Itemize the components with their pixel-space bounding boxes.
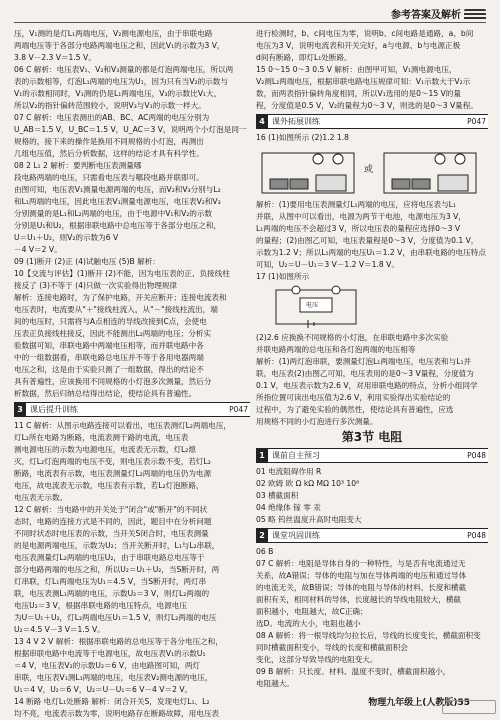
- text-line: U₂＝4.5 V－3 V＝1.5 V。: [14, 625, 105, 634]
- right-lines-3: [256, 332, 488, 427]
- text-line: 06 B: [256, 547, 274, 556]
- text-line: V₁的示数相同时，V₁测的仍是L₁两端电压，V₃的示数比V₁大，: [14, 89, 222, 98]
- text-line: 规格的，接下来的操作是换用不同规格的小灯泡，再测出: [14, 137, 204, 146]
- text-line: 12 C 解析：当电路中的开关处于"闭合"或"断开"的不同状: [14, 505, 208, 514]
- band-number: 4: [256, 115, 268, 128]
- text-line: 3.8 V－2.3 V＝1.5 V。: [14, 53, 96, 62]
- text-line: 关系，故A错误；导体的电阻与加在导体两端的电压和通过导体: [256, 571, 467, 580]
- band-page: P048: [467, 531, 486, 540]
- band-number: 3: [14, 403, 26, 416]
- text-line: 测电源电压的示数为电源电压，电流表无示数，灯L₂熄: [14, 445, 196, 454]
- text-line: 根据串联电路中电流等于电源电压，故电压表V₁的示数U₁: [14, 649, 206, 658]
- section-band: [14, 402, 250, 417]
- text-line: 灭，灯L₂灯泡两端的电压不变，则电压表示数不变，若灯L₂: [14, 457, 211, 466]
- text-line: 并联电路两端的总电压和各灯泡两端的电压相等: [256, 345, 416, 354]
- text-line: 电压表测量灯L₂两端的电压U₂，由于串联电路总电压等于: [14, 553, 205, 562]
- text-line: 电压，故电流表无示数，电压表有示数，若L₂灯泡断路，: [14, 481, 204, 490]
- text-line: 析数据，然后归纳总结得出结论，使结论具有普遍性。: [14, 389, 197, 398]
- text-line: 的量程；(2)由图乙可知，电压表量程是0～3 V，分度值为0.1 V，: [256, 236, 479, 245]
- text-line: 中的一组数据看，串联电路总电压并不等于各用电器两端: [14, 353, 204, 362]
- consolidation-answers: [256, 546, 488, 689]
- text-line: 分别是U₁和U₂，根据串联电路中总电压等于各部分电压之和，: [14, 221, 222, 230]
- book-icon: [464, 9, 486, 21]
- text-line: 间的电压时，只需将与A点相连的导线改接到C点，会使电: [14, 317, 207, 326]
- section-band: [256, 448, 488, 463]
- band-title: 课后提升训练: [30, 405, 78, 414]
- text-line: 03 横截面积: [256, 491, 299, 500]
- text-line: 电压表无示数。: [14, 493, 68, 502]
- text-line: 0.1 V，电压表示数为2.6 V，对用串联电路的特点，分析小组同学: [256, 381, 478, 390]
- text-line: 和L₁两端的电压，因此电压表V₁测量电源电压，电压表V₂和V₃: [14, 197, 221, 206]
- text-line: 均不亮，电流表示数为零，说明电路存在断路故障，用电压表: [14, 709, 220, 718]
- text-line: 08 A 解析：将一根导线均匀拉长后，导线的长度变长，横截面积变: [256, 631, 481, 640]
- text-line: 示数为1.2 V；所以L₁两端的电压U₁＝1.2 V，由串联电路的电压特点: [256, 248, 486, 257]
- text-line: U_AB＝1.5 V，U_BC＝1.5 V，U_AC＝3 V，说明两个小灯泡是同一: [14, 125, 247, 134]
- text-line: 验数据可知，串联电路中两端电压相等，而并联电路中各: [14, 341, 204, 350]
- text-line: 表的示数相等，灯泡L₁两端的电压为U₁，因为只有当V₂的示数与: [14, 77, 228, 86]
- or-label: 或: [364, 165, 374, 175]
- text-line: 同时横截面积变小，导线的长度和横截面积会: [256, 643, 408, 652]
- left-lines-1: [14, 28, 250, 399]
- text-line: 08 2 L₁ 2 解析：要判断电压表测量哪: [14, 161, 142, 170]
- text-line: ＝4 V，电压表V₂的示数U₂＝6 V，由电路图可知，两灯: [14, 661, 201, 670]
- band-page: P047: [229, 405, 248, 414]
- text-line: 压，V₁测的是灯L₁两端电压，V₂测电源电压，由于串联电路: [14, 29, 213, 38]
- left-lines-2: [14, 420, 250, 719]
- band-title: 课外拓展训练: [272, 117, 320, 126]
- text-line: 变化，这部分导致导线的电阻变大。: [256, 655, 378, 664]
- text-line: 数，而两表指针偏转角度相同，所以V₁选用的是0～15 V的量: [256, 89, 461, 98]
- text-line: 01 电流阻碍作用 R: [256, 467, 322, 476]
- text-line: 两端电压等于各部分电路两端电压之和，因此V₁的示数为3 V，: [14, 41, 225, 50]
- text-line: 解析：连接电路时，为了保护电路，开关应断开；连接电流表和: [14, 293, 227, 302]
- text-line: 07 C 解析：电压表测出的AB、BC、AC两端的电压分别为: [14, 113, 210, 122]
- text-line: 具有普遍性，应该换用不同规格的小灯泡多次测量，然后分: [14, 377, 212, 386]
- text-line: 09 B 解析：只长度、材料、温度不变时，横截面积越小，: [256, 667, 451, 676]
- text-line: d间有断路，即灯L₁处断路。: [256, 53, 352, 62]
- text-line: －4 V＝2 V。: [14, 245, 62, 254]
- text-line: 解析：(1)两灯泡串联，要测量灯泡L₁两端电压，电压表和与L₁并: [256, 357, 472, 366]
- text-line: 断路，电流表有示数，电压表测量灯L₂两端的电压仍为电源: [14, 469, 212, 478]
- text-line: L₁两端的电压不会超过3 V，所以电压表的量程应选择0～3 V: [256, 224, 461, 233]
- text-line: 为U＝U₁＋U₂，灯L₂两端电压U₁＝1.5 V，则灯L₂两端的电压: [14, 613, 217, 622]
- text-line: 04 绝缘体 镓 零 汞: [256, 503, 321, 512]
- text-line: 分别测量的是L₁和L₂两端的电压，由于电源中V₁和V₂的示数: [14, 209, 213, 218]
- text-line: 06 C 解析：电压表V₁、V₂和V₃测量的都是灯泡两端电压，所以两: [14, 65, 234, 74]
- page-footer: 物理九年级上(人教版)55: [368, 698, 470, 708]
- text-line: 选D。电流的大小，电阻也越小: [256, 619, 361, 628]
- text-line: 程，分度值是0.5 V，V₂的量程为0～3 V，则选的是0～3 V量程。: [256, 101, 478, 110]
- text-line: 面积越小，电阻越大，故C正确；: [256, 607, 368, 616]
- text-line: 13 4 V 2 V 解析：根据串联电路的总电压等于各分电压之和，: [14, 637, 223, 646]
- section-band: [256, 528, 488, 543]
- text-line: 02 欧姆 欧 Ω kΩ MΩ 10³ 10⁶: [256, 479, 360, 488]
- text-line: 09 (1)断开 (2)正 (4)试触电压 (5)B 解析：: [14, 257, 160, 266]
- text-line: 可知，U₂＝U－U₁＝3 V－1.2 V＝1.8 V。: [256, 260, 399, 269]
- text-line: 灯L₂所在电路为断路，电流表测干路的电流，电压表: [14, 433, 189, 442]
- text-line: 07 C 解析：电阻是导体自身的一种特性，与是否有电流通过无: [256, 559, 466, 568]
- text-line: 05 略 钨丝温度升高时电阻变大: [256, 515, 362, 524]
- text-line: 进行检测时，b、c间电压为零，说明b、c间电路是通路，a、b间: [256, 29, 474, 38]
- watermark-logo: [442, 700, 496, 714]
- text-line: V₂测L₂两端电压，根据串联电路电压规律可知：V₁示数大于V₂示: [256, 77, 471, 86]
- text-line: 串联，电压表V₁测L₁两端的电压，电压表V₂测电源的电压，: [14, 673, 213, 682]
- text-line: 17 (1)如图所示: [256, 272, 310, 281]
- page-header: [391, 6, 486, 21]
- voltmeter-label: 电压: [306, 302, 319, 309]
- text-line: 解析：(1)要用电压表测量灯L₁两端的电压，应将电压表与L₁: [256, 200, 456, 209]
- band-number: 1: [256, 449, 268, 462]
- circuit-figure-17: [256, 284, 488, 330]
- text-line: 并联，从图中可以看出，电源为两节干电池，电源电压为3 V，: [256, 212, 466, 221]
- band-number: 2: [256, 529, 268, 542]
- text-line: 压表正负接线柱接反，因此不能测出L₂两端的电压；分析实: [14, 329, 212, 338]
- text-line: 几组电压值，然后分析数据，这样的结论才具有科学性。: [14, 149, 204, 158]
- text-line: U＝U₁＋U₂，则V₂的示数为6 V: [14, 233, 119, 242]
- band-page: P048: [467, 451, 486, 460]
- text-line: 面积有关，相同材料的导体，长度越长的导线电阻较大，横截: [256, 595, 462, 604]
- band-title: 课前自主预习: [272, 451, 320, 460]
- text-line: 10【交流与评估】(1)断开 (2)不能，因为电压表的正、负接线柱: [14, 269, 230, 278]
- text-line: 由图可知，电压表V₁测量电源两端的电压，而V₂和V₃分别与L₂: [14, 185, 221, 194]
- text-line: (2)2.6 应换换不同规格的小灯泡，在串联电路中多次实验: [256, 333, 449, 342]
- text-line: 电压为3 V，说明电流表和开关完好，a与电源、b与电源正极: [256, 41, 461, 50]
- text-line: 11 C 解析：从图示电路连接可以看出，电压表测灯L₂两端电压，: [14, 421, 231, 430]
- text-line: 过程中，为了避免实验的偶然性，使结论具有普遍性，应选: [256, 405, 454, 414]
- text-line: 的是电源两端电压，示数为U₂；当开关断开时，L₁与L₂串联，: [14, 541, 220, 550]
- band-page: P047: [467, 117, 486, 126]
- text-line: 联，电压表测L₁两端的电压，示数U₂＝3 V，则灯L₂两端的: [14, 589, 210, 598]
- section-band: [256, 114, 488, 129]
- text-line: 的电流无关，故B错误；导体的电阻与导体的材料、长度和横截: [256, 583, 467, 592]
- text-line: 态时，电路的连接方式是不同的，因此，题目中在分析问题: [14, 517, 212, 526]
- text-line: U₁＝4 V，U₂＝6 V，U₂＝U－U₁＝6 V－4 V＝2 V。: [14, 685, 193, 694]
- header-rule: [14, 22, 486, 23]
- header-title: 参考答案及解析: [391, 10, 461, 21]
- text-line: 灯串联，灯L₁两端电压为U₁＝4.5 V，当S断开时，两灯串: [14, 577, 207, 586]
- text-line: 14 断路 电灯L₁处断路 解析：闭合开关S，发现电灯L₁、L₂: [14, 697, 210, 706]
- section-title: 第3节 电阻: [341, 430, 403, 444]
- right-lines-2: [256, 199, 488, 282]
- text-line: 电阻越大。: [256, 679, 294, 688]
- left-column: [14, 28, 250, 720]
- text-line: 电压表时，电流要从"＋"接线柱流入，从"－"接线柱流出，端: [14, 305, 218, 314]
- text-line: 所指位置可读出电压值为2.6 V，利用实验得出实验结论的: [256, 393, 451, 402]
- right-column: [256, 28, 488, 690]
- text-line: 接反了 (3)不等于 (4)只做一次实验得出物理规律: [14, 281, 178, 290]
- text-line: 用规格不同的小灯泡进行多次测量。: [256, 417, 378, 426]
- right-lines-1: [256, 28, 488, 111]
- band-title: 课堂巩固训练: [272, 531, 320, 540]
- text-line: 15 0～15 0～3 0.5 V 解析：由图甲可知，V₁测电源电压，: [256, 65, 457, 74]
- text-line: 电压U₂＝3 V，根据串联电路的电压特点，电源电压: [14, 601, 187, 610]
- circuit-figure-16: [256, 145, 488, 197]
- preview-answers: [256, 466, 488, 525]
- text-line: 电压之和，这是由于实验只测了一组数据，得出的结论不: [14, 365, 204, 374]
- text-line: 不同时状态时电压表的示数，当开关S闭合时，电压表测量: [14, 529, 209, 538]
- text-line: 所以V₂的指针偏转范围较小，说明V₃与V₁的示数一样大。: [14, 101, 206, 110]
- text-line: 联，电压表(2)由图乙可知，电压表用的是0～3 V量程，分度值为: [256, 369, 474, 378]
- question-16: 16 (1)如图所示 (2)1.2 1.8: [256, 133, 349, 142]
- text-line: 部分电路两端的电压之和，所以U₂＝U₁＋U₂，当S断开时，两: [14, 565, 220, 574]
- text-line: 段电路两端的电压，只需看电压表与哪段电路并联即可。: [14, 173, 204, 182]
